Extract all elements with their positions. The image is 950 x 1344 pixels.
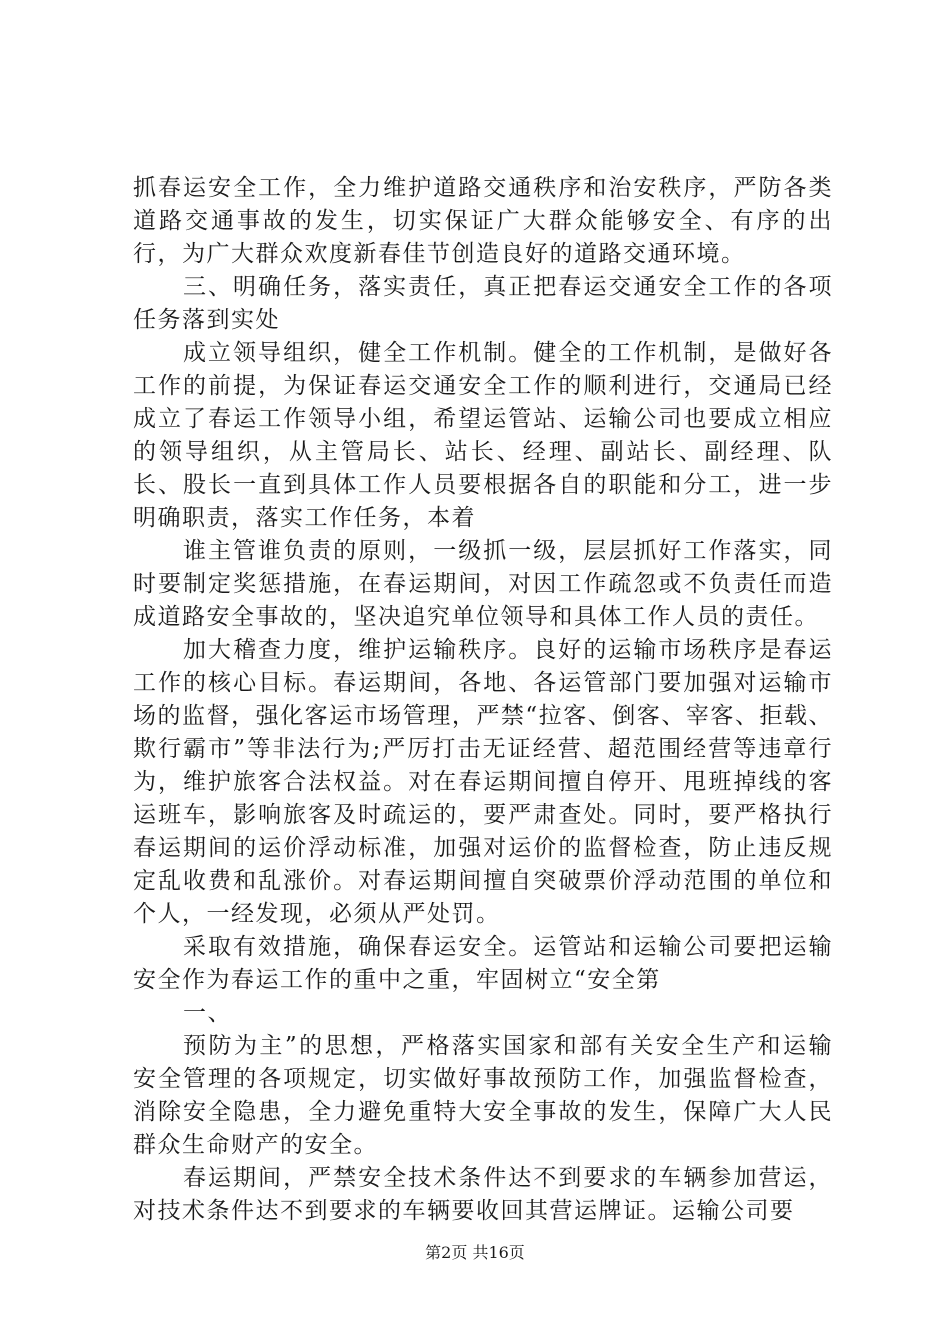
document-body [133, 172, 833, 1228]
paragraph-measures: 采取有效措施，确保春运安全。运管站和运输公司要把运输安全作为春运工作的重中之重，牢固树立“安全第 [133, 934, 833, 993]
paragraph-1: 抓春运安全工作，全力维护道路交通秩序和治安秩序，严防各类道路交通事故的发生，切实保证广大群众能够安全、有序的出行，为广大群众欢度新春佳节创造良好的道路交通环境。 [133, 175, 833, 267]
paragraph-leadership: 成立领导组织，健全工作机制。健全的工作机制，是做好各工作的前提，为保证春运交通安全工作的顺利进行，交通局已经成立了春运工作领导小组，希望运管站、运输公司也要成立相应的领导组织，从主管局长、站长、经理、副站长、副经理、队长、股长一直到具体工作人员要根据各自的职能和分工，进一步明确职责，落实工作任务，本着 [133, 340, 833, 531]
paragraph-prevention: 预防为主”的思想，严格落实国家和部有关安全生产和运输安全管理的各项规定，切实做好事故预防工作，加强监督检查，消除安全隐患，全力避免重特大安全事故的发生，保障广大人民群众生命财产的安全。 [133, 1033, 833, 1158]
paragraph-fragment: 一、 [183, 1000, 232, 1026]
section-heading-3: 三、明确任务，落实责任，真正把春运交通安全工作的各项任务落到实处 [133, 274, 833, 333]
paragraph-vehicles: 春运期间，严禁安全技术条件达不到要求的车辆参加营运，对技术条件达不到要求的车辆要收回其营运牌证。运输公司要 [133, 1165, 833, 1224]
paragraph-responsibility: 谁主管谁负责的原则，一级抓一级，层层抓好工作落实，同时要制定奖惩措施，在春运期间，对因工作疏忽或不负责任而造成道路安全事故的，坚决追究单位领导和具体工作人员的责任。 [133, 538, 833, 630]
page-footer: 第2页 共16页 [425, 1243, 525, 1262]
paragraph-inspection: 加大稽查力度，维护运输秩序。良好的运输市场秩序是春运工作的核心目标。春运期间，各地、各运管部门要加强对运输市场的监督，强化客运市场管理，严禁“拉客、倒客、宰客、拒载、欺行霸市”等非法行为;严厉打击无证经营、超范围经营等违章行为，维护旅客合法权益。对在春运期间擅自停开、甩班掉线的客运班车，影响旅客及时疏运的，要严肃查处。同时，要严格执行春运期间的运价浮动标准，加强对运价的监督检查，防止违反规定乱收费和乱涨价。对春运期间擅自突破票价浮动范围的单位和个人，一经发现，必须从严处罚。 [133, 637, 833, 927]
